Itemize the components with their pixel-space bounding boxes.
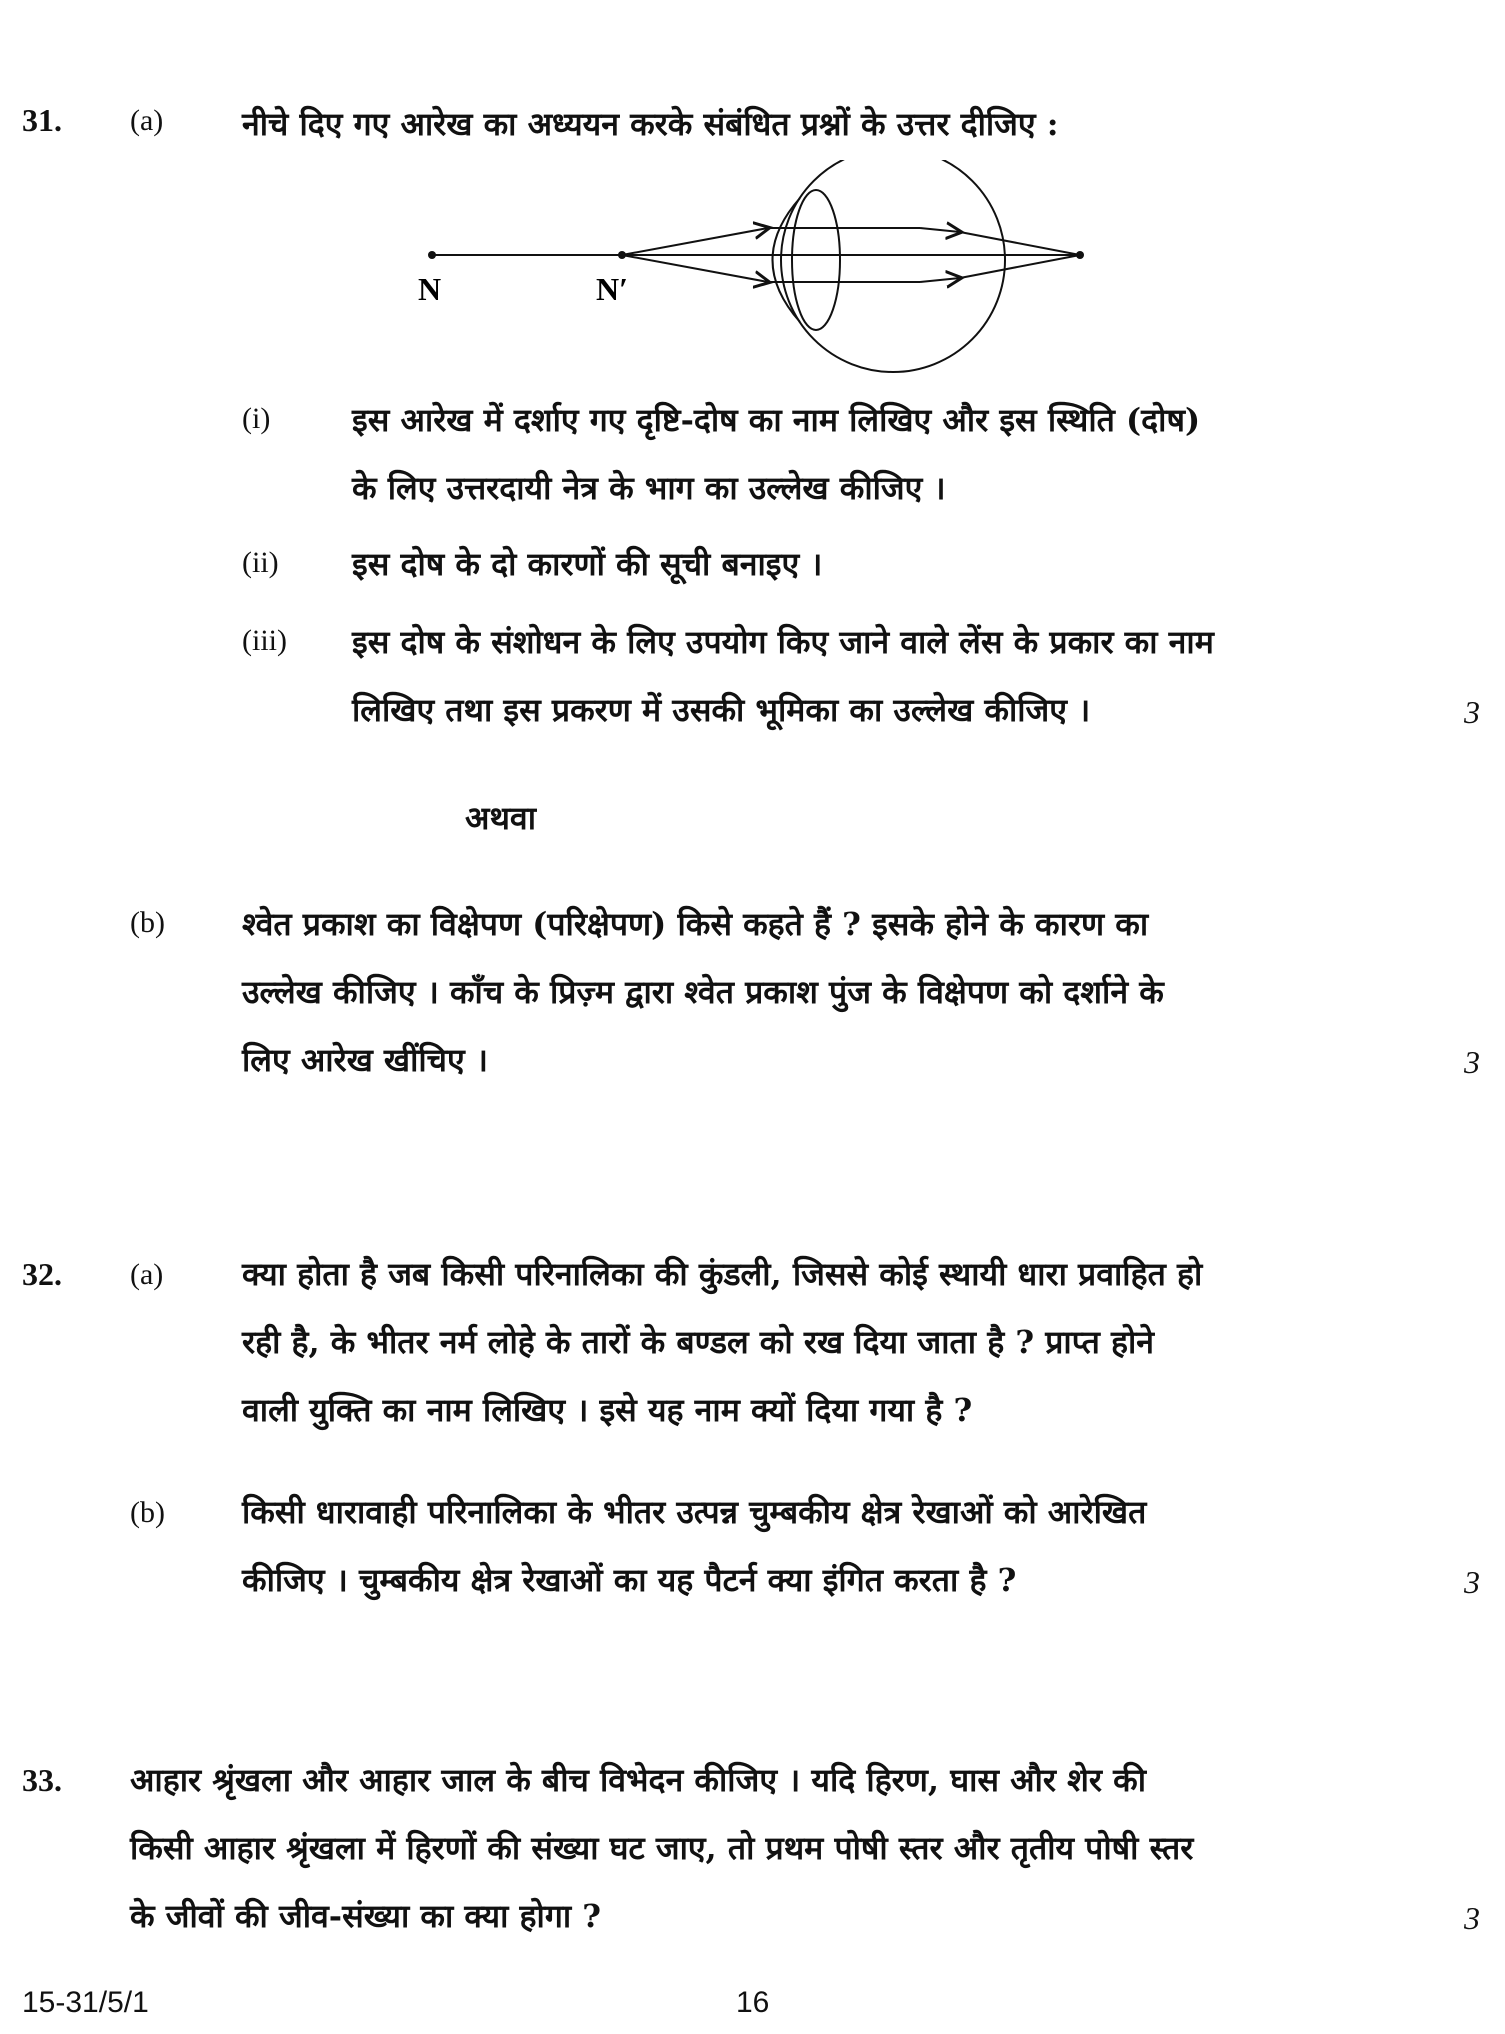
eye-lens — [792, 190, 840, 330]
q32-part-b-label: (b) — [130, 1496, 165, 1529]
q31-part-a-intro: नीचे दिए गए आरेख का अध्ययन करके संबंधित प्रश्नों के उत्तर दीजिए : — [242, 105, 1059, 143]
q32-marks: 3 — [1464, 1564, 1480, 1600]
q31-part-a-label: (a) — [130, 104, 164, 137]
q33-line3: के जीवों की जीव-संख्या का क्या होगा ? — [130, 1897, 602, 1935]
q32-part-b-line1: किसी धारावाही परिनालिका के भीतर उत्पन्न चुम्बकीय क्षेत्र रेखाओं को आरेखित — [242, 1493, 1147, 1531]
q32-part-a-label: (a) — [130, 1258, 164, 1291]
question-number-33: 33. — [22, 1762, 62, 1798]
eyeball-circle — [781, 160, 1005, 372]
question-number-31: 31. — [22, 102, 62, 138]
ray-lower-arrow — [920, 278, 960, 282]
ray-lower-converge — [960, 255, 1080, 278]
label-n-prime: N′ — [596, 271, 629, 307]
q31-sub-iii-label: (iii) — [242, 624, 287, 657]
q31-part-a-marks: 3 — [1464, 694, 1480, 730]
ray-lower-incident — [622, 255, 768, 282]
ray-upper-incident — [622, 228, 768, 255]
q31-sub-i-label: (i) — [242, 402, 271, 435]
q31-sub-iii-line1: इस दोष के संशोधन के लिए उपयोग किए जाने वाले लेंस के प्रकार का नाम — [352, 623, 1214, 661]
q31-part-b-line2: उल्लेख कीजिए । काँच के प्रिज़्म द्वारा श्वेत प्रकाश पुंज के विक्षेपण को दर्शाने के — [242, 973, 1164, 1011]
q31-part-b-line1: श्वेत प्रकाश का विक्षेपण (परिक्षेपण) किसे कहते हैं ? इसके होने के कारण का — [242, 905, 1149, 943]
question-number-32: 32. — [22, 1256, 62, 1292]
q31-part-b-label: (b) — [130, 906, 165, 939]
q31-sub-ii-label: (ii) — [242, 546, 279, 579]
q31-sub-iii-line2: लिखिए तथा इस प्रकरण में उसकी भूमिका का उल्लेख कीजिए । — [352, 691, 1091, 729]
ray-upper-arrow — [920, 228, 960, 232]
label-n: N — [418, 271, 442, 307]
q32-part-a-line3: वाली युक्ति का नाम लिखिए । इसे यह नाम क्यों दिया गया है ? — [242, 1391, 973, 1429]
eye-defect-diagram — [400, 160, 1120, 380]
ray-upper-converge — [960, 232, 1080, 255]
cornea-arc — [773, 198, 801, 322]
page-number: 16 — [736, 1986, 770, 2019]
paper-code: 15-31/5/1 — [22, 1986, 149, 2019]
q33-line2: किसी आहार श्रृंखला में हिरणों की संख्या घट जाए, तो प्रथम पोषी स्तर और तृतीय पोषी स्तर — [130, 1829, 1194, 1867]
q32-part-a-line1: क्या होता है जब किसी परिनालिका की कुंडली, जिससे कोई स्थायी धारा प्रवाहित हो — [242, 1255, 1203, 1293]
q31-or-label: अथवा — [465, 799, 536, 837]
q31-sub-ii-line1: इस दोष के दो कारणों की सूची बनाइए । — [352, 545, 823, 583]
q31-sub-i-line1: इस आरेख में दर्शाए गए दृष्टि-दोष का नाम लिखिए और इस स्थिति (दोष) — [352, 401, 1201, 439]
q31-part-b-marks: 3 — [1464, 1044, 1480, 1080]
point-n-dot — [428, 251, 436, 259]
q31-sub-i-line2: के लिए उत्तरदायी नेत्र के भाग का उल्लेख कीजिए । — [352, 469, 946, 507]
q33-line1: आहार श्रृंखला और आहार जाल के बीच विभेदन कीजिए । यदि हिरण, घास और शेर की — [130, 1761, 1146, 1799]
q31-part-b-line3: लिए आरेख खींचिए । — [242, 1041, 488, 1079]
q32-part-b-line2: कीजिए । चुम्बकीय क्षेत्र रेखाओं का यह पैटर्न क्या इंगित करता है ? — [242, 1561, 1017, 1599]
q33-marks: 3 — [1464, 1900, 1480, 1936]
q32-part-a-line2: रही है, के भीतर नर्म लोहे के तारों के बण्डल को रख दिया जाता है ? प्राप्त होने — [242, 1323, 1154, 1361]
